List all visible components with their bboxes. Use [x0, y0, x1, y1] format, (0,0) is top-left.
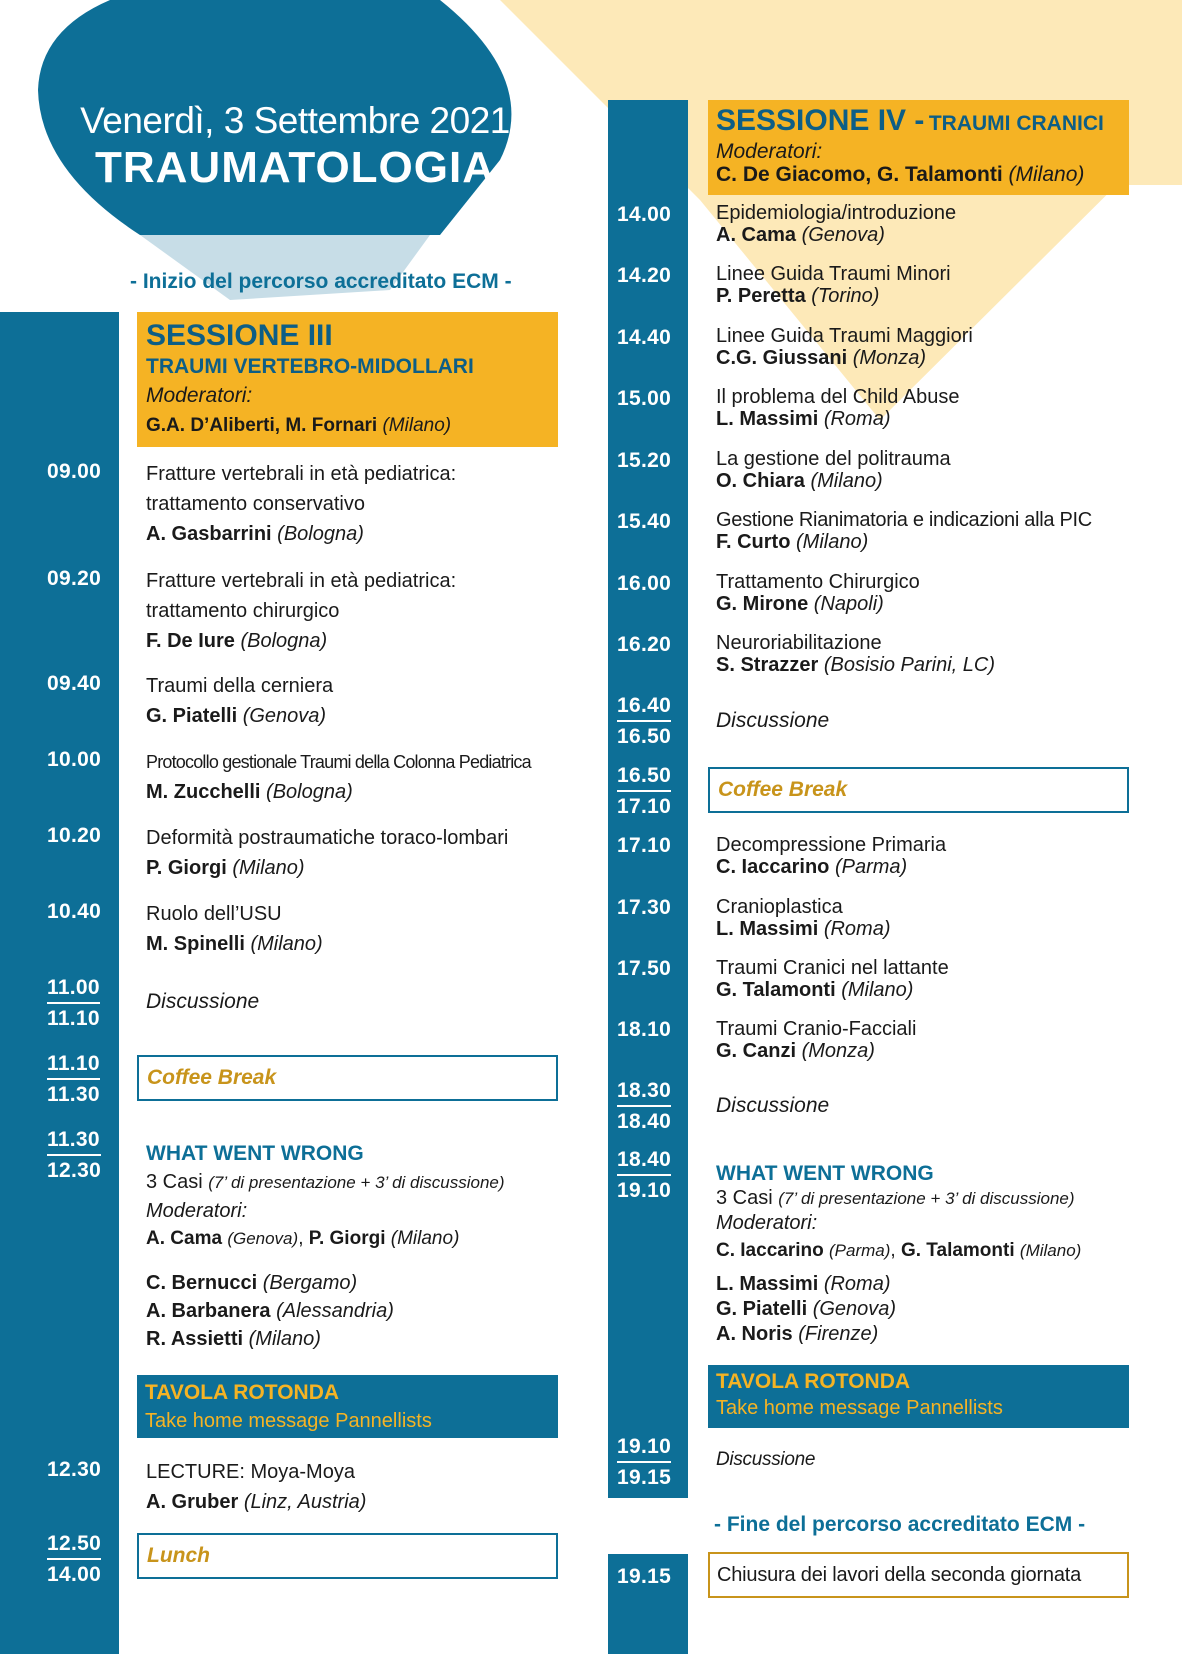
speaker-city: (Genova)	[812, 1298, 897, 1320]
speaker-name: L. Massimi	[716, 918, 819, 940]
time-slot: 14.20	[617, 264, 672, 287]
session-iii-header	[137, 312, 558, 447]
coffee-break-label: Coffee Break	[147, 1066, 277, 1089]
speaker-name: L. Massimi	[716, 408, 819, 430]
time-slot: 17.50	[617, 957, 672, 980]
speaker-name: G. Mirone	[716, 593, 809, 615]
speaker-name: A. Noris	[716, 1323, 793, 1345]
lecture-item	[146, 1457, 566, 1517]
speaker-city: (Milano)	[810, 470, 883, 492]
moderator-name: P. Giorgi	[308, 1228, 386, 1249]
www-mod-label: Moderatori:	[146, 1200, 248, 1222]
time-slot: 09.00	[47, 460, 102, 483]
talk-title: La gestione del politrauma	[716, 448, 951, 470]
talk-item	[716, 896, 1156, 940]
speaker-city: (Milano)	[841, 979, 914, 1001]
talk-item	[716, 325, 1156, 369]
speaker-name: C. Iaccarino	[716, 856, 830, 878]
time-start: 11.30	[47, 1128, 101, 1156]
speaker-city: (Firenze)	[798, 1323, 879, 1345]
moderator-city: (Parma)	[829, 1241, 891, 1260]
time-slot: 09.20	[47, 567, 102, 590]
discussion-label: Discussione	[716, 1449, 816, 1470]
tavola-rotonda-box	[708, 1365, 1129, 1428]
talk-item	[716, 448, 1156, 492]
coffee-break-label: Coffee Break	[718, 778, 848, 801]
speaker-city: (Alessandria)	[276, 1300, 394, 1322]
tavola-subtitle: Take home message Pannellists	[716, 1397, 1003, 1419]
speaker-name: G. Talamonti	[716, 979, 836, 1001]
time-slot: 19.15	[617, 1565, 672, 1588]
talk-title: Cranioplastica	[716, 896, 843, 918]
time-start: 11.10	[47, 1052, 100, 1080]
talk-title: Traumi della cerniera	[146, 675, 334, 697]
time-end: 11.30	[47, 1083, 100, 1106]
discussion-label: Discussione	[716, 1094, 830, 1117]
talk-title: Ruolo dell’USU	[146, 903, 282, 925]
ecm-end-label: - Fine del percorso accreditato ECM -	[714, 1513, 1086, 1536]
time-end: 16.50	[617, 725, 672, 748]
speaker-city: (Milano)	[796, 531, 869, 553]
speaker-name: A. Cama	[716, 224, 797, 246]
session-iii-title: SESSIONE III	[146, 319, 333, 352]
talk-item	[716, 1018, 1156, 1062]
speaker-city: (Monza)	[852, 347, 927, 369]
talk-title-line2: trattamento chirurgico	[146, 600, 340, 622]
time-range	[617, 1435, 671, 1490]
talk-item	[146, 747, 566, 807]
lunch-label: Lunch	[147, 1544, 210, 1567]
tavola-title: TAVOLA ROTONDA	[145, 1381, 340, 1404]
www-casi-note: (7’ di presentazione + 3’ di discussione)	[208, 1173, 505, 1192]
speaker-city: (Bosisio Parini, LC)	[823, 654, 995, 676]
speaker-city: (Roma)	[823, 408, 891, 430]
session-iii-mod-label: Moderatori:	[146, 384, 253, 407]
time-start: 16.50	[617, 764, 671, 792]
session-iv-mod-label: Moderatori:	[716, 140, 823, 163]
talk-title: Epidemiologia/introduzione	[716, 202, 957, 224]
speaker-name: S. Strazzer	[716, 654, 819, 676]
speaker-name: C.G. Giussani	[716, 347, 848, 369]
time-start: 11.00	[47, 976, 100, 1004]
speaker-city: (Roma)	[823, 1273, 891, 1295]
time-end: 17.10	[617, 795, 672, 818]
time-end: 19.10	[617, 1179, 672, 1202]
speaker-name: P. Peretta	[716, 285, 806, 307]
page-title: TRAUMATOLOGIA	[95, 143, 495, 192]
time-slot: 17.30	[617, 896, 672, 919]
time-slot: 15.40	[617, 510, 672, 533]
talk-title-line2: trattamento conservativo	[146, 493, 365, 515]
speaker-city: (Genova)	[242, 705, 327, 727]
talk-title: Trattamento Chirurgico	[716, 571, 920, 593]
talk-title: Decompressione Primaria	[716, 834, 947, 856]
talk-title: Fratture vertebrali in età pediatrica:	[146, 463, 457, 485]
talk-item	[146, 899, 566, 959]
speaker-name: A. Gasbarrini	[146, 523, 272, 545]
talk-item	[716, 632, 1156, 676]
ecm-start-label: - Inizio del percorso accreditato ECM -	[130, 270, 512, 293]
session-iv-subtitle: TRAUMI CRANICI	[928, 112, 1104, 135]
session-iv-title: SESSIONE IV -	[716, 104, 925, 137]
talk-item	[716, 509, 1176, 553]
talk-item	[716, 834, 1156, 878]
time-slot: 10.20	[47, 824, 102, 847]
session-iii-mod-city: (Milano)	[382, 415, 452, 436]
closing-label: Chiusura dei lavori della seconda giornata	[717, 1564, 1082, 1586]
session-iv-moderators: C. De Giacomo, G. Talamonti	[716, 163, 1003, 186]
time-slot: 12.30	[47, 1458, 102, 1481]
session-iv-mod-city: (Milano)	[1008, 163, 1085, 186]
tavola-rotonda-box	[137, 1375, 558, 1438]
session-iii-moderators: G.A. D’Aliberti, M. Fornari	[146, 415, 378, 436]
time-range	[47, 976, 100, 1031]
talk-title: Protocollo gestionale Traumi della Colonna Pediatrica	[146, 752, 531, 772]
tavola-title: TAVOLA ROTONDA	[716, 1370, 911, 1393]
moderator-city: (Milano)	[1019, 1241, 1082, 1260]
talk-title: Traumi Cranici nel lattante	[716, 957, 949, 979]
speaker-city: (Milano)	[250, 933, 323, 955]
speaker-city: (Genova)	[801, 224, 885, 246]
speaker-name: R. Assietti	[146, 1328, 244, 1350]
speaker-name: C. Bernucci	[146, 1272, 258, 1294]
time-range	[47, 1128, 101, 1183]
speaker-name: P. Giorgi	[146, 857, 227, 879]
talk-item	[146, 823, 566, 883]
time-range	[617, 694, 671, 749]
time-start: 19.10	[617, 1435, 671, 1463]
talk-title: Gestione Rianimatoria e indicazioni alla PIC	[716, 509, 1092, 531]
speaker-name: F. De Iure	[146, 630, 235, 652]
www-casi: 3 Casi	[716, 1187, 773, 1209]
speaker-city: (Milano)	[232, 857, 305, 879]
time-range	[47, 1532, 101, 1587]
tavola-subtitle: Take home message Pannellists	[145, 1410, 432, 1432]
time-end: 14.00	[47, 1563, 102, 1586]
moderator-city: (Genova)	[227, 1229, 299, 1248]
lunch-box	[137, 1533, 558, 1579]
www-casi: 3 Casi	[146, 1171, 203, 1193]
moderator-name: C. Iaccarino	[716, 1240, 824, 1261]
time-slot: 14.40	[617, 326, 672, 349]
time-start: 16.40	[617, 694, 671, 722]
coffee-break-box	[708, 767, 1129, 813]
www-mod-label: Moderatori:	[716, 1212, 818, 1234]
talk-item	[716, 202, 1156, 246]
talk-title: Traumi Cranio-Facciali	[716, 1018, 917, 1040]
time-slot: 16.00	[617, 572, 672, 595]
time-end: 18.40	[617, 1110, 672, 1133]
speaker-name: G. Canzi	[716, 1040, 797, 1062]
time-range	[617, 764, 671, 819]
speaker-city: (Parma)	[834, 856, 908, 878]
talk-item	[716, 571, 1156, 615]
session-iv-header	[708, 100, 1129, 195]
time-slot: 10.40	[47, 900, 102, 923]
time-end: 12.30	[47, 1159, 102, 1182]
time-slot: 15.20	[617, 449, 672, 472]
www-casi-note: (7’ di presentazione + 3’ di discussione)	[778, 1189, 1075, 1208]
time-range	[617, 1148, 671, 1203]
speaker-city: (Bologna)	[266, 781, 353, 803]
time-slot: 15.00	[617, 387, 672, 410]
date-heading: Venerdì, 3 Settembre 2021	[80, 100, 510, 141]
speaker-name: M. Zucchelli	[146, 781, 261, 803]
talk-item	[146, 671, 566, 731]
time-start: 12.50	[47, 1532, 101, 1560]
time-slot: 17.10	[617, 834, 672, 857]
speaker-name: O. Chiara	[716, 470, 805, 492]
time-slot: 18.10	[617, 1018, 672, 1041]
talk-title: Fratture vertebrali in età pediatrica:	[146, 570, 457, 592]
talk-item	[146, 459, 566, 549]
session-iii-subtitle: TRAUMI VERTEBRO-MIDOLLARI	[146, 355, 474, 378]
talk-title: Il problema del Child Abuse	[716, 386, 960, 408]
speaker-name: L. Massimi	[716, 1273, 819, 1295]
talk-item	[716, 386, 1156, 430]
speaker-city: (Bergamo)	[262, 1272, 358, 1294]
closing-box	[708, 1552, 1129, 1598]
speaker-name: G. Piatelli	[716, 1298, 808, 1320]
what-went-wrong-block: WHAT WENT WRONG 3 Casi (7’ di presentazione + 3’ di discussione) Moderatori: C. Iaccarino (Parma), G. Talamonti (Milano) L. Massimi (Roma) G. Piatelli (Genova) A. Noris (Firenze)	[716, 1160, 1166, 1347]
speaker-name: A. Gruber	[146, 1491, 239, 1513]
moderator-city: (Milano)	[390, 1228, 460, 1249]
talk-item	[146, 566, 566, 656]
www-title: WHAT WENT WRONG	[146, 1142, 364, 1165]
time-slot: 09.40	[47, 672, 102, 695]
time-range	[617, 1079, 671, 1134]
speaker-city: (Bologna)	[240, 630, 328, 652]
speaker-city: (Roma)	[823, 918, 891, 940]
lecture-title: LECTURE: Moya-Moya	[146, 1461, 355, 1483]
talk-title: Deformità postraumatiche toraco-lombari	[146, 827, 509, 849]
discussion-label: Discussione	[716, 709, 830, 732]
speaker-name: M. Spinelli	[146, 933, 245, 955]
speaker-name: G. Piatelli	[146, 705, 238, 727]
talk-item	[716, 263, 1156, 307]
speaker-city: (Milano)	[248, 1328, 321, 1350]
discussion-label: Discussione	[146, 990, 260, 1013]
time-start: 18.30	[617, 1079, 671, 1107]
talk-title: Linee Guida Traumi Maggiori	[716, 325, 973, 347]
what-went-wrong-block: WHAT WENT WRONG 3 Casi (7’ di presentazione + 3’ di discussione) Moderatori: A. Cama (Genova), P. Giorgi (Milano) C. Bernucci (Bergamo) A. Barbanera (Alessandria) R. Assietti (Milano)	[146, 1140, 576, 1353]
time-slot: 16.20	[617, 633, 672, 656]
time-end: 19.15	[617, 1466, 672, 1489]
time-range	[47, 1052, 100, 1107]
speaker-city: (Bologna)	[277, 523, 364, 545]
time-slot: 10.00	[47, 748, 102, 771]
speaker-name: F. Curto	[716, 531, 791, 553]
time-start: 18.40	[617, 1148, 671, 1176]
moderator-name: A. Cama	[146, 1228, 223, 1249]
talk-title: Neuroriabilitazione	[716, 632, 882, 654]
speaker-city: (Linz, Austria)	[243, 1491, 367, 1513]
speaker-city: (Monza)	[801, 1040, 875, 1062]
coffee-break-box	[137, 1055, 558, 1101]
www-title: WHAT WENT WRONG	[716, 1162, 934, 1185]
speaker-city: (Napoli)	[813, 593, 884, 615]
speaker-name: A. Barbanera	[146, 1300, 271, 1322]
time-end: 11.10	[47, 1007, 100, 1030]
talk-title: Linee Guida Traumi Minori	[716, 263, 951, 285]
speaker-city: (Torino)	[811, 285, 880, 307]
moderator-name: G. Talamonti	[900, 1240, 1015, 1261]
time-slot: 14.00	[617, 203, 672, 226]
talk-item	[716, 957, 1156, 1001]
